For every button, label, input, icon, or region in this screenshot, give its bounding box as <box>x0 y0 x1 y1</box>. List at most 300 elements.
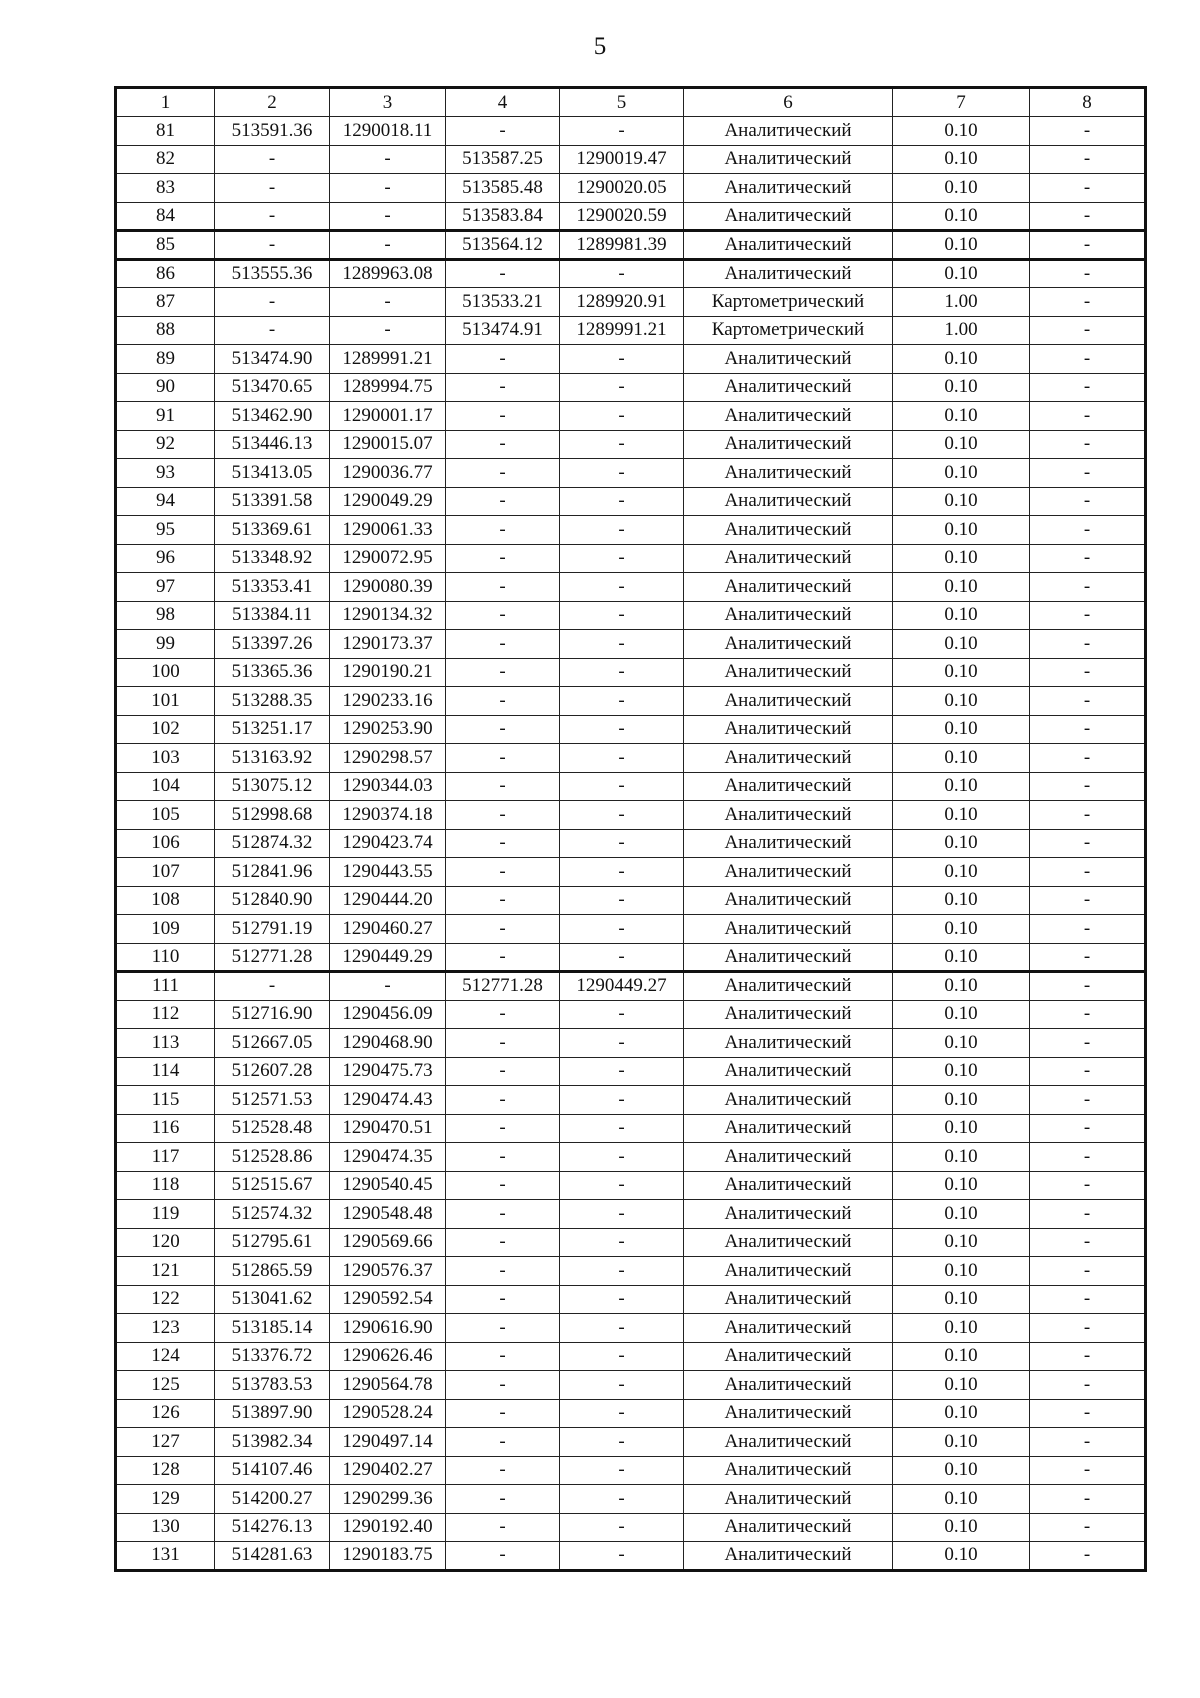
table-cell: 90 <box>116 373 215 402</box>
table-row <box>116 1456 1146 1485</box>
table-cell: - <box>446 1542 560 1571</box>
table-cell: - <box>1030 516 1146 545</box>
table-cell: 108 <box>116 886 215 915</box>
table-cell: 0.10 <box>893 1428 1030 1457</box>
table-cell: - <box>1030 715 1146 744</box>
table-cell: - <box>330 145 446 174</box>
table-cell: Аналитический <box>684 829 893 858</box>
table-row <box>116 744 1146 773</box>
table-cell: - <box>446 259 560 288</box>
table-cell: 513376.72 <box>215 1342 330 1371</box>
table-row <box>116 1143 1146 1172</box>
table-cell: 1289963.08 <box>330 259 446 288</box>
table-cell: Аналитический <box>684 516 893 545</box>
table-cell: - <box>560 1171 684 1200</box>
header-cell: 2 <box>215 88 330 117</box>
table-cell: 131 <box>116 1542 215 1571</box>
table-cell: 0.10 <box>893 1513 1030 1542</box>
table-cell: - <box>446 544 560 573</box>
table-row <box>116 687 1146 716</box>
table-row <box>116 630 1146 659</box>
table-cell: - <box>446 715 560 744</box>
table-cell: 513446.13 <box>215 430 330 459</box>
table-cell: - <box>1030 1314 1146 1343</box>
table-cell: - <box>560 1086 684 1115</box>
table-cell: Аналитический <box>684 1285 893 1314</box>
page-number: 5 <box>593 33 607 60</box>
table-cell: 0.10 <box>893 544 1030 573</box>
table-cell: - <box>1030 1000 1146 1029</box>
table-cell: Аналитический <box>684 1057 893 1086</box>
table-cell: - <box>560 402 684 431</box>
table-cell: Аналитический <box>684 715 893 744</box>
table-cell: 513288.35 <box>215 687 330 716</box>
table-cell: - <box>560 1285 684 1314</box>
table-cell: 1290072.95 <box>330 544 446 573</box>
table-cell: 111 <box>116 972 215 1001</box>
table-row <box>116 544 1146 573</box>
table-cell: 0.10 <box>893 1257 1030 1286</box>
table-cell: 0.10 <box>893 1228 1030 1257</box>
table-cell: 513897.90 <box>215 1399 330 1428</box>
table-cell: - <box>560 1485 684 1514</box>
table-cell: 1290616.90 <box>330 1314 446 1343</box>
table-cell: 1290576.37 <box>330 1257 446 1286</box>
table-cell: 0.10 <box>893 1314 1030 1343</box>
table-cell: - <box>560 687 684 716</box>
table-cell: - <box>1030 1114 1146 1143</box>
table-row <box>116 573 1146 602</box>
table-cell: - <box>1030 1513 1146 1542</box>
table-cell: Аналитический <box>684 373 893 402</box>
table-cell: - <box>330 231 446 260</box>
table-cell: - <box>560 544 684 573</box>
table-cell: 1290528.24 <box>330 1399 446 1428</box>
table-cell: - <box>560 744 684 773</box>
table-cell: 120 <box>116 1228 215 1257</box>
table-cell: 512841.96 <box>215 858 330 887</box>
table-cell: 0.10 <box>893 516 1030 545</box>
table-cell: - <box>446 744 560 773</box>
table-row <box>116 1428 1146 1457</box>
table-cell: 104 <box>116 772 215 801</box>
table-cell: - <box>1030 174 1146 203</box>
table-cell: Аналитический <box>684 1342 893 1371</box>
table-cell: Аналитический <box>684 202 893 231</box>
table-cell: 0.10 <box>893 601 1030 630</box>
table-cell: 0.10 <box>893 1285 1030 1314</box>
table-cell: - <box>1030 1428 1146 1457</box>
table-cell: 1290299.36 <box>330 1485 446 1514</box>
table-row <box>116 316 1146 345</box>
table-cell: - <box>560 630 684 659</box>
table-row <box>116 288 1146 317</box>
table-cell: 98 <box>116 601 215 630</box>
table-cell: 0.10 <box>893 117 1030 146</box>
table-cell: Аналитический <box>684 972 893 1001</box>
table-cell: - <box>560 1000 684 1029</box>
table-cell: - <box>446 829 560 858</box>
table-cell: - <box>560 1314 684 1343</box>
table-cell: - <box>1030 943 1146 972</box>
table-cell: - <box>1030 915 1146 944</box>
table-cell: 1290470.51 <box>330 1114 446 1143</box>
table-row <box>116 402 1146 431</box>
table-cell: 513533.21 <box>446 288 560 317</box>
table-cell: 0.10 <box>893 915 1030 944</box>
table-cell: 512716.90 <box>215 1000 330 1029</box>
table-cell: 0.10 <box>893 231 1030 260</box>
table-cell: - <box>560 1342 684 1371</box>
table-cell: - <box>560 943 684 972</box>
table-row <box>116 1399 1146 1428</box>
table-cell: Аналитический <box>684 943 893 972</box>
table-cell: - <box>446 1399 560 1428</box>
table-cell: 0.10 <box>893 658 1030 687</box>
table-cell: 0.10 <box>893 1485 1030 1514</box>
table-cell: - <box>560 829 684 858</box>
table-cell: - <box>446 1342 560 1371</box>
table-row <box>116 1000 1146 1029</box>
table-cell: Аналитический <box>684 1257 893 1286</box>
table-cell: - <box>1030 573 1146 602</box>
table-cell: 1290449.29 <box>330 943 446 972</box>
table-cell: 81 <box>116 117 215 146</box>
table-cell: - <box>1030 601 1146 630</box>
table-cell: 514276.13 <box>215 1513 330 1542</box>
table-cell: 513470.65 <box>215 373 330 402</box>
table-cell: - <box>560 886 684 915</box>
table-cell: 1290183.75 <box>330 1542 446 1571</box>
table-cell: 513587.25 <box>446 145 560 174</box>
table-cell: Аналитический <box>684 459 893 488</box>
table-row <box>116 886 1146 915</box>
table-cell: 117 <box>116 1143 215 1172</box>
table-cell: - <box>446 1057 560 1086</box>
table-cell: 83 <box>116 174 215 203</box>
table-cell: 102 <box>116 715 215 744</box>
table-cell: 513041.62 <box>215 1285 330 1314</box>
table-cell: - <box>560 117 684 146</box>
table-cell: 0.10 <box>893 573 1030 602</box>
table-cell: - <box>560 1371 684 1400</box>
table-cell: 1290192.40 <box>330 1513 446 1542</box>
table-row <box>116 1057 1146 1086</box>
table-cell: - <box>1030 430 1146 459</box>
table-cell: Аналитический <box>684 687 893 716</box>
table-cell: Аналитический <box>684 915 893 944</box>
table-cell: 116 <box>116 1114 215 1143</box>
table-cell: - <box>1030 1285 1146 1314</box>
table-cell: - <box>560 801 684 830</box>
table-cell: 112 <box>116 1000 215 1029</box>
table-cell: - <box>1030 744 1146 773</box>
table-cell: 91 <box>116 402 215 431</box>
table-cell: 113 <box>116 1029 215 1058</box>
table-cell: - <box>560 1200 684 1229</box>
table-row <box>116 1171 1146 1200</box>
table-cell: Аналитический <box>684 231 893 260</box>
table-cell: 82 <box>116 145 215 174</box>
table-cell: 513783.53 <box>215 1371 330 1400</box>
table-cell: - <box>1030 1171 1146 1200</box>
table-cell: - <box>560 915 684 944</box>
table-cell: - <box>560 1114 684 1143</box>
table-cell: - <box>1030 687 1146 716</box>
table-cell: Аналитический <box>684 744 893 773</box>
table-cell: 512840.90 <box>215 886 330 915</box>
table-cell: - <box>446 1228 560 1257</box>
table-cell: 0.10 <box>893 1456 1030 1485</box>
table-cell: - <box>446 402 560 431</box>
table-cell: 0.10 <box>893 715 1030 744</box>
table-cell: - <box>1030 316 1146 345</box>
table-cell: 0.10 <box>893 886 1030 915</box>
table-cell: Аналитический <box>684 1086 893 1115</box>
table-cell: 88 <box>116 316 215 345</box>
table-cell: 103 <box>116 744 215 773</box>
table-cell: 0.10 <box>893 858 1030 887</box>
table-cell: - <box>1030 231 1146 260</box>
header-cell: 5 <box>560 88 684 117</box>
table-cell: - <box>1030 1200 1146 1229</box>
table-cell: Аналитический <box>684 886 893 915</box>
table-row <box>116 430 1146 459</box>
table-cell: 1290061.33 <box>330 516 446 545</box>
table-cell: 1290374.18 <box>330 801 446 830</box>
table-row <box>116 516 1146 545</box>
table-cell: - <box>1030 202 1146 231</box>
table-cell: 513564.12 <box>446 231 560 260</box>
table-cell: 514281.63 <box>215 1542 330 1571</box>
table-cell: 0.10 <box>893 772 1030 801</box>
table-cell: 513365.36 <box>215 658 330 687</box>
table-cell: 124 <box>116 1342 215 1371</box>
table-cell: - <box>560 658 684 687</box>
table-row <box>116 1029 1146 1058</box>
header-cell: 6 <box>684 88 893 117</box>
table-cell: - <box>446 1314 560 1343</box>
table-row <box>116 487 1146 516</box>
table-cell: - <box>1030 1456 1146 1485</box>
table-cell: - <box>446 373 560 402</box>
table-cell: 513474.90 <box>215 345 330 374</box>
header-cell: 1 <box>116 88 215 117</box>
table-cell: 512771.28 <box>215 943 330 972</box>
table-row <box>116 1114 1146 1143</box>
table-cell: - <box>1030 1029 1146 1058</box>
table-cell: 0.10 <box>893 801 1030 830</box>
table-cell: - <box>446 1143 560 1172</box>
table-cell: - <box>1030 117 1146 146</box>
table-cell: - <box>1030 801 1146 830</box>
table-cell: 97 <box>116 573 215 602</box>
table-row <box>116 459 1146 488</box>
table-cell: - <box>560 1399 684 1428</box>
table-cell: - <box>1030 658 1146 687</box>
table-cell: 0.10 <box>893 829 1030 858</box>
table-cell: 514200.27 <box>215 1485 330 1514</box>
table-cell: 96 <box>116 544 215 573</box>
table-cell: 0.10 <box>893 630 1030 659</box>
table-cell: 1.00 <box>893 288 1030 317</box>
table-cell: 1290592.54 <box>330 1285 446 1314</box>
header-cell: 7 <box>893 88 1030 117</box>
table-cell: 0.10 <box>893 1143 1030 1172</box>
table-cell: - <box>446 1029 560 1058</box>
table-cell: 1290475.73 <box>330 1057 446 1086</box>
table-row <box>116 1371 1146 1400</box>
table-row <box>116 117 1146 146</box>
table-cell: - <box>446 1114 560 1143</box>
table-cell: 1289920.91 <box>560 288 684 317</box>
table-cell: 126 <box>116 1399 215 1428</box>
table-cell: - <box>446 886 560 915</box>
table-cell: 86 <box>116 259 215 288</box>
table-cell: 105 <box>116 801 215 830</box>
coordinates-table <box>114 86 1147 1572</box>
table-cell: - <box>330 972 446 1001</box>
table-row <box>116 1314 1146 1343</box>
table-cell: 1290001.17 <box>330 402 446 431</box>
table-cell: - <box>446 1456 560 1485</box>
table-cell: 512874.32 <box>215 829 330 858</box>
table-cell: - <box>1030 1057 1146 1086</box>
table-cell: 0.10 <box>893 259 1030 288</box>
table-cell: - <box>560 345 684 374</box>
table-cell: 123 <box>116 1314 215 1343</box>
table-cell: 0.10 <box>893 744 1030 773</box>
table-cell: 109 <box>116 915 215 944</box>
table-cell: 0.10 <box>893 459 1030 488</box>
table-cell: Аналитический <box>684 1428 893 1457</box>
table-cell: 512865.59 <box>215 1257 330 1286</box>
table-cell: 0.10 <box>893 687 1030 716</box>
table-cell: Аналитический <box>684 1456 893 1485</box>
table-row <box>116 145 1146 174</box>
table-cell: 513462.90 <box>215 402 330 431</box>
table-cell: 1289994.75 <box>330 373 446 402</box>
table-cell: Аналитический <box>684 430 893 459</box>
table-row <box>116 715 1146 744</box>
table-cell: Аналитический <box>684 1228 893 1257</box>
table-cell: - <box>215 231 330 260</box>
table-cell: Аналитический <box>684 1542 893 1571</box>
table-cell: 1.00 <box>893 316 1030 345</box>
table-cell: Аналитический <box>684 573 893 602</box>
table-cell: 87 <box>116 288 215 317</box>
table-cell: 0.10 <box>893 1371 1030 1400</box>
table-cell: - <box>560 1143 684 1172</box>
table-cell: 513251.17 <box>215 715 330 744</box>
table-cell: 513413.05 <box>215 459 330 488</box>
table-cell: Аналитический <box>684 1399 893 1428</box>
table-cell: 125 <box>116 1371 215 1400</box>
table-cell: 121 <box>116 1257 215 1286</box>
table-cell: - <box>560 715 684 744</box>
table-cell: 95 <box>116 516 215 545</box>
table-cell: - <box>560 1057 684 1086</box>
table-cell: Аналитический <box>684 1029 893 1058</box>
table-cell: - <box>560 1029 684 1058</box>
table-cell: 1290456.09 <box>330 1000 446 1029</box>
table-cell: 512795.61 <box>215 1228 330 1257</box>
table-cell: Аналитический <box>684 801 893 830</box>
table-cell: Аналитический <box>684 1000 893 1029</box>
table-cell: 115 <box>116 1086 215 1115</box>
table-cell: - <box>1030 1342 1146 1371</box>
table-cell: - <box>446 117 560 146</box>
table-cell: - <box>560 858 684 887</box>
table-cell: 0.10 <box>893 487 1030 516</box>
table-cell: Аналитический <box>684 858 893 887</box>
table-cell: Аналитический <box>684 601 893 630</box>
table-cell: 1290020.59 <box>560 202 684 231</box>
table-cell: - <box>1030 972 1146 1001</box>
table-cell: Аналитический <box>684 117 893 146</box>
table-row <box>116 259 1146 288</box>
table-cell: 110 <box>116 943 215 972</box>
table-cell: 1290253.90 <box>330 715 446 744</box>
table-cell: 1290049.29 <box>330 487 446 516</box>
table-cell: - <box>330 288 446 317</box>
table-cell: - <box>446 1086 560 1115</box>
table-cell: 1290540.45 <box>330 1171 446 1200</box>
table-cell: 94 <box>116 487 215 516</box>
header-cell: 4 <box>446 88 560 117</box>
table-row <box>116 231 1146 260</box>
table-cell: Аналитический <box>684 402 893 431</box>
table-row <box>116 1086 1146 1115</box>
table-cell: - <box>1030 1542 1146 1571</box>
table-cell: - <box>560 1456 684 1485</box>
table-cell: 512574.32 <box>215 1200 330 1229</box>
table-cell: 513391.58 <box>215 487 330 516</box>
table-cell: - <box>446 1257 560 1286</box>
table-body <box>116 117 1146 1571</box>
table-cell: - <box>560 601 684 630</box>
table-cell: Аналитический <box>684 174 893 203</box>
table-cell: - <box>446 487 560 516</box>
table-cell: 1289991.21 <box>330 345 446 374</box>
table-cell: - <box>560 516 684 545</box>
table-cell: - <box>560 259 684 288</box>
table-cell: 512528.48 <box>215 1114 330 1143</box>
table-row <box>116 1285 1146 1314</box>
table-cell: - <box>446 459 560 488</box>
table-cell: - <box>1030 1371 1146 1400</box>
table-cell: 513384.11 <box>215 601 330 630</box>
table-cell: - <box>446 630 560 659</box>
table-cell: Аналитический <box>684 1371 893 1400</box>
table-cell: 114 <box>116 1057 215 1086</box>
table-cell: - <box>446 1428 560 1457</box>
table-cell: - <box>446 687 560 716</box>
table-row <box>116 1485 1146 1514</box>
table-row <box>116 658 1146 687</box>
table-cell: - <box>1030 459 1146 488</box>
table-cell: 107 <box>116 858 215 887</box>
table-cell: Аналитический <box>684 630 893 659</box>
table-row <box>116 972 1146 1001</box>
table-row <box>116 1542 1146 1571</box>
table-cell: 1290569.66 <box>330 1228 446 1257</box>
table-cell: Аналитический <box>684 345 893 374</box>
table-cell: - <box>446 516 560 545</box>
table-cell: - <box>1030 259 1146 288</box>
table-cell: 84 <box>116 202 215 231</box>
table-cell: Аналитический <box>684 1485 893 1514</box>
